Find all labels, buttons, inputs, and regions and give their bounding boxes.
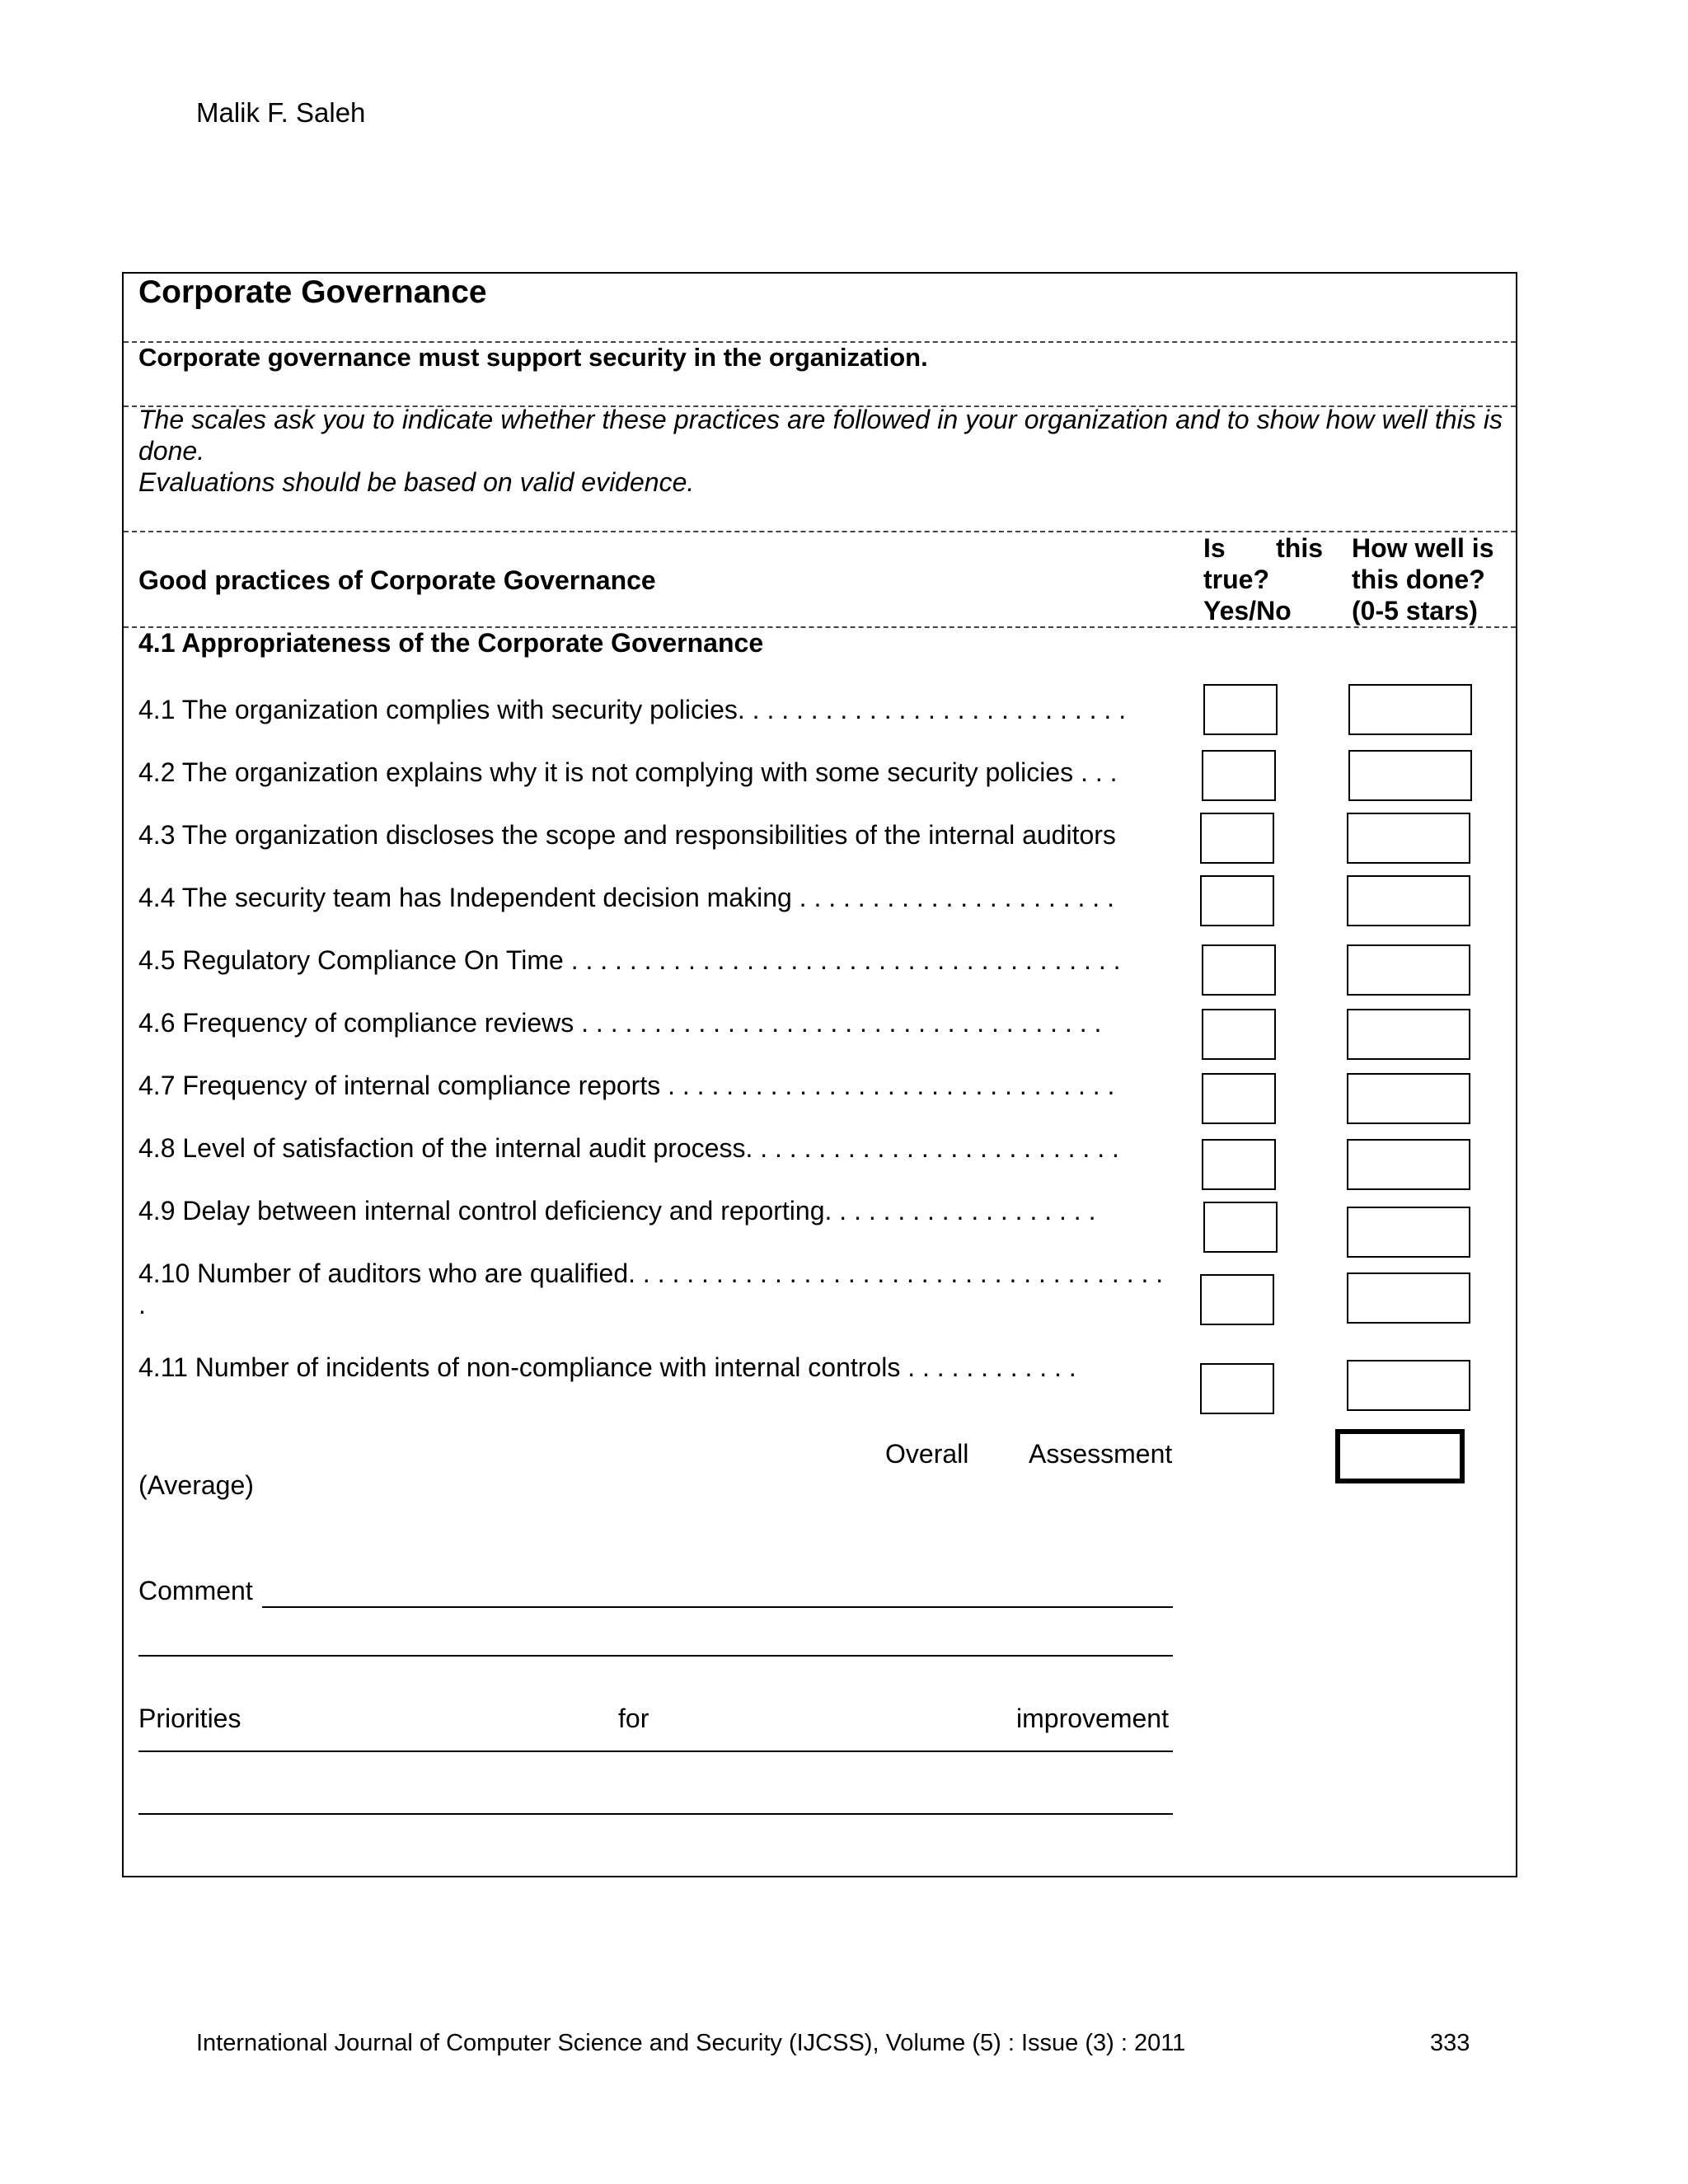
yes-no-box[interactable]	[1200, 813, 1274, 864]
priorities-label: Priorities	[138, 1704, 241, 1733]
star-rating-box[interactable]	[1347, 1073, 1470, 1124]
comment-line[interactable]	[138, 1655, 1173, 1657]
overall-label: Assessment	[1029, 1439, 1173, 1469]
assessment-form	[122, 272, 1517, 1877]
comment-line[interactable]	[262, 1606, 1173, 1608]
running-header-author: Malik F. Saleh	[196, 97, 366, 128]
practice-item: 4.11 Number of incidents of non-compliance with internal controls . . . . . . . . . . . .	[138, 1352, 1076, 1382]
yes-no-box[interactable]	[1202, 1073, 1276, 1124]
form-subtitle: Corporate governance must support security in the organization.	[138, 343, 928, 372]
star-rating-box[interactable]	[1347, 875, 1470, 926]
practice-item: 4.7 Frequency of internal compliance reports . . . . . . . . . . . . . . . . . . . . . . . . . . . . . . .	[138, 1071, 1115, 1100]
star-rating-box[interactable]	[1347, 1207, 1470, 1258]
practice-item: 4.3 The organization discloses the scope and responsibilities of the internal auditors	[138, 820, 1116, 850]
practice-item: 4.9 Delay between internal control deficiency and reporting. . . . . . . . . . . . . . . . . . .	[138, 1196, 1096, 1226]
column-header-text: true?	[1203, 565, 1269, 594]
star-rating-box[interactable]	[1347, 813, 1470, 864]
star-rating-box[interactable]	[1347, 944, 1470, 996]
column-header-text: How well is	[1352, 533, 1494, 563]
yes-no-box[interactable]	[1203, 1202, 1278, 1253]
star-rating-box[interactable]	[1348, 684, 1472, 735]
average-label: (Average)	[138, 1470, 254, 1500]
yes-no-box[interactable]	[1202, 944, 1276, 996]
overall-label: Overall	[885, 1439, 969, 1469]
instruction-text: Evaluations should be based on valid evidence.	[138, 467, 695, 497]
star-rating-box[interactable]	[1347, 1009, 1470, 1060]
yes-no-box[interactable]	[1200, 875, 1274, 926]
instructions	[138, 404, 1503, 498]
column-header-text: this	[1276, 533, 1323, 563]
priorities-label: improvement	[1016, 1704, 1169, 1733]
practice-item: 4.8 Level of satisfaction of the internal audit process. . . . . . . . . . . . . . . . . . . . . . . . . .	[138, 1133, 1119, 1163]
practice-item: 4.6 Frequency of compliance reviews . . . . . . . . . . . . . . . . . . . . . . . . . . . . . . . . . . . .	[138, 1008, 1102, 1038]
form-title: Corporate Governance	[138, 274, 487, 310]
practice-item: 4.2 The organization explains why it is not complying with some security policies . . .	[138, 757, 1118, 787]
star-rating-box[interactable]	[1348, 750, 1472, 801]
section-heading: 4.1 Appropriateness of the Corporate Governance	[138, 628, 764, 658]
yes-no-box[interactable]	[1202, 1139, 1276, 1190]
practice-item: 4.10 Number of auditors who are qualified. . . . . . . . . . . . . . . . . . . . . . . . . . . . . . . . . . . . . .	[138, 1258, 1164, 1319]
yes-no-box[interactable]	[1200, 1274, 1274, 1325]
practice-item: 4.4 The security team has Independent decision making . . . . . . . . . . . . . . . . . . . . . .	[138, 883, 1114, 912]
yes-no-box[interactable]	[1202, 1009, 1276, 1060]
priorities-line[interactable]	[138, 1750, 1173, 1752]
priorities-line[interactable]	[138, 1813, 1173, 1815]
comment-label: Comment	[138, 1576, 253, 1605]
page-number: 333	[1430, 2030, 1470, 2056]
column-header-text: Yes/No	[1203, 596, 1292, 626]
practice-item: 4.5 Regulatory Compliance On Time . . . . . . . . . . . . . . . . . . . . . . . . . . . . . . . . . . . . . .	[138, 945, 1121, 975]
column-header-text: this done?	[1352, 565, 1485, 594]
overall-assessment-box[interactable]	[1335, 1429, 1465, 1483]
column-header-true	[1203, 532, 1323, 626]
journal-citation: International Journal of Computer Science and Security (IJCSS), Volume (5) : Issue (3) : 2011	[196, 2030, 1186, 2056]
column-header-rating	[1352, 532, 1508, 626]
column-header-text: (0-5 stars)	[1352, 596, 1478, 626]
star-rating-box[interactable]	[1347, 1139, 1470, 1190]
yes-no-box[interactable]	[1202, 750, 1276, 801]
column-header-practices: Good practices of Corporate Governance	[138, 565, 656, 595]
star-rating-box[interactable]	[1347, 1272, 1470, 1324]
yes-no-box[interactable]	[1200, 1363, 1274, 1414]
practice-item: 4.1 The organization complies with security policies. . . . . . . . . . . . . . . . . . . . . . . . . . .	[138, 695, 1127, 724]
column-header-text: Is	[1203, 533, 1226, 563]
star-rating-box[interactable]	[1347, 1360, 1470, 1411]
priorities-label: for	[618, 1704, 649, 1733]
instruction-text: The scales ask you to indicate whether these practices are followed in your organization and to show how well this is done.	[138, 405, 1503, 466]
yes-no-box[interactable]	[1203, 684, 1278, 735]
